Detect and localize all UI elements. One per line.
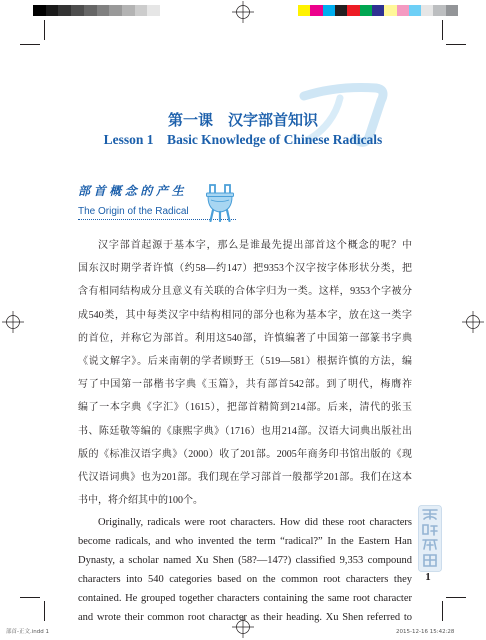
color-bar-swatch xyxy=(298,5,310,16)
color-bar-swatch xyxy=(135,5,148,16)
crop-mark xyxy=(20,44,40,45)
body-line: 编了一本字典《字汇》（1615），把部首精简到214部。后来，清代的张玉 xyxy=(78,402,412,414)
color-bar-swatch xyxy=(446,5,458,16)
english-body-paragraph xyxy=(78,513,412,627)
body-line: become radicals, and who invented the term “radical?” In the Eastern Han xyxy=(78,536,412,547)
print-color-bar-process xyxy=(298,5,458,16)
registration-mark-left xyxy=(2,311,24,333)
crop-mark xyxy=(442,601,443,621)
body-line: 成540类，其中每类汉字中结构相同的部分也称为基本字，放在这一类字 xyxy=(78,309,412,321)
lesson-title-en: Lesson 1 Basic Knowledge of Chinese Radicals xyxy=(103,132,383,147)
color-bar-swatch xyxy=(433,5,445,16)
crop-mark xyxy=(446,597,466,598)
registration-mark-right xyxy=(462,311,484,333)
color-bar-swatch xyxy=(372,5,384,16)
color-bar-swatch xyxy=(97,5,110,16)
color-bar-swatch xyxy=(46,5,59,16)
body-line: Originally, radicals were root characters. How did these root characters xyxy=(98,517,412,528)
body-line: Dynasty, a scholar named Xu Shen (58?—147?) classified 9,353 compound xyxy=(78,555,412,566)
print-color-bar-grayscale xyxy=(33,5,160,16)
body-line: 《说文解字》。后来南朝的学者顾野王（519—581）根据许慎的方法，编 xyxy=(78,355,412,367)
body-line: 汉字部首起源于基本字，那么是谁最先提出部首这个概念的呢？中 xyxy=(98,240,412,251)
color-bar-swatch xyxy=(384,5,396,16)
color-bar-swatch xyxy=(147,5,160,16)
crop-mark xyxy=(44,601,45,621)
color-bar-swatch xyxy=(84,5,97,16)
body-line: 代汉语词典》也为201部。我们现在学习部首一般都学201部。我们在这本 xyxy=(78,471,412,483)
ding-vessel-icon xyxy=(203,182,237,222)
section-heading-en: The Origin of the Radical xyxy=(78,206,189,217)
body-line: 含有相同结构成分且意义有关联的合体字归为一类。这样，9353个字被分 xyxy=(78,286,412,298)
body-line: 书、陈廷敬等编的《康熙字典》（1716）也用214部。汉语大词典出版社出 xyxy=(78,425,412,437)
color-bar-swatch xyxy=(109,5,122,16)
body-line: 的首位，并称它为部首。利用这540部，许慎编著了中国第一部篆书字典 xyxy=(78,332,412,344)
crop-mark xyxy=(442,20,443,40)
section-heading-cn: 部首概念的产生 xyxy=(78,184,188,198)
body-line: contained. He grouped together characters containing the same root character xyxy=(78,593,412,604)
body-line: 版的《标准汉语字典》（2000）收了201部。2005年商务印书馆出版的《现 xyxy=(78,448,412,460)
crop-mark xyxy=(446,44,466,45)
crop-mark xyxy=(44,20,45,40)
color-bar-swatch xyxy=(360,5,372,16)
color-bar-swatch xyxy=(421,5,433,16)
color-bar-swatch xyxy=(335,5,347,16)
body-line: characters into 540 categories based on the common root characters they xyxy=(78,574,412,585)
print-file-name: 部首-正文.indd 1 xyxy=(6,629,49,635)
color-bar-swatch xyxy=(409,5,421,16)
lesson-title-cn: 第一课 汉字部首知识 xyxy=(167,111,318,129)
body-line: and wrote their common root character as their heading. Xu Shen referred to xyxy=(78,612,412,623)
color-bar-swatch xyxy=(397,5,409,16)
chinese-body-paragraph xyxy=(78,234,412,512)
body-line: 国东汉时期学者许慎（约58—约147）把9353个汉字按字体形状分类，把 xyxy=(78,263,412,275)
color-bar-swatch xyxy=(310,5,322,16)
color-bar-swatch xyxy=(323,5,335,16)
body-line: 书中，将介绍其中的100个。 xyxy=(78,495,203,507)
registration-mark-top xyxy=(232,1,254,23)
color-bar-swatch xyxy=(58,5,71,16)
body-line: 写了中国第一部楷书字典《玉篇》，共有部首542部。到了明代，梅膺祚 xyxy=(78,379,412,391)
page-number: 1 xyxy=(425,571,431,583)
color-bar-swatch xyxy=(347,5,359,16)
seal-script-decoration xyxy=(418,505,442,572)
color-bar-swatch xyxy=(122,5,135,16)
crop-mark xyxy=(20,597,40,598)
color-bar-swatch xyxy=(71,5,84,16)
color-bar-swatch xyxy=(33,5,46,16)
print-timestamp: 2015-12-16 15:42:28 xyxy=(396,629,455,635)
